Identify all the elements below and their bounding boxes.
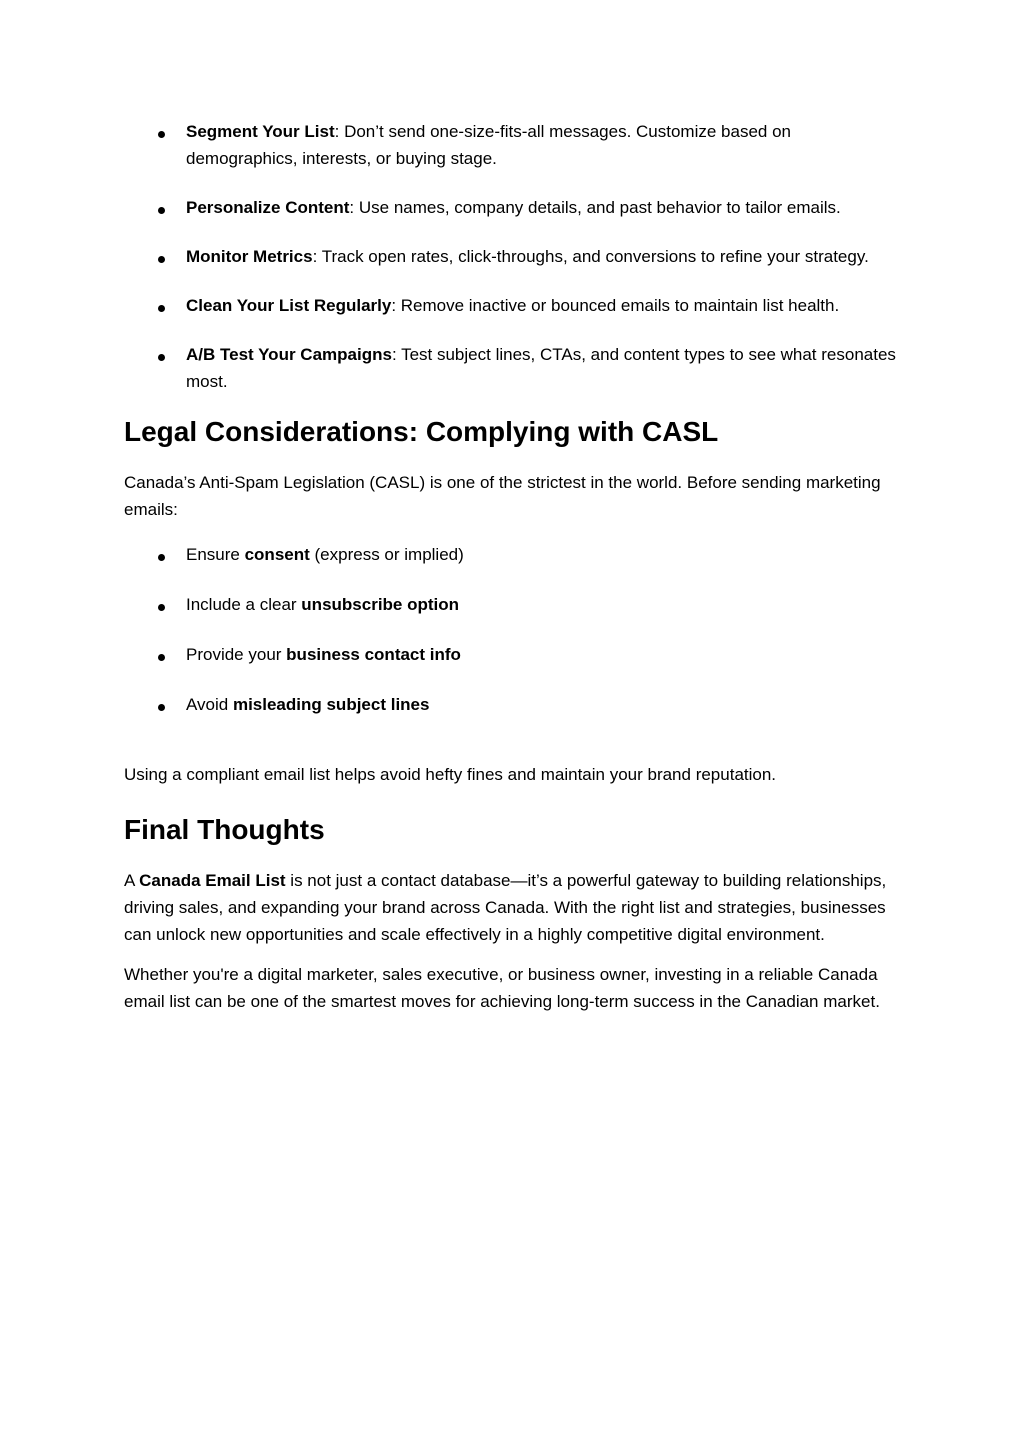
compliance-note-paragraph: Using a compliant email list helps avoid hefty fines and maintain your brand reputation. [124, 765, 777, 784]
final-thoughts-heading: Final Thoughts [124, 814, 325, 845]
list-item [124, 243, 900, 270]
list-item [124, 691, 900, 718]
list-item-text: : Track open rates, click-throughs, and conversions to refine your strategy. [312, 247, 869, 266]
list-item-text: : Remove inactive or bounced emails to maintain list health. [391, 296, 840, 315]
list-item-text: Ensure [186, 545, 245, 564]
list-item-lead: Clean Your List Regularly [186, 296, 392, 315]
list-item-text: Include a clear [186, 595, 302, 614]
list-item-emphasis: consent [244, 545, 310, 564]
list-item-text: Provide your [186, 645, 287, 664]
bullet-icon [158, 704, 165, 711]
list-item-text: : Test subject lines, CTAs, and content types to see what resonates most. [186, 345, 896, 391]
legal-considerations-heading: Legal Considerations: Complying with CASL [124, 416, 719, 447]
list-item [124, 641, 900, 668]
list-item-lead: Personalize Content [186, 198, 350, 217]
paragraph-text: A [124, 871, 140, 890]
bullet-icon [158, 131, 165, 138]
list-item-lead: Monitor Metrics [186, 247, 313, 266]
list-item [124, 118, 900, 172]
bullet-icon [158, 305, 165, 312]
final-paragraph-1 [124, 867, 900, 948]
paragraph-emphasis: Canada Email List [139, 871, 286, 890]
bullet-icon [158, 654, 165, 661]
list-item-emphasis: business contact info [286, 645, 461, 664]
list-item-lead: Segment Your List [186, 122, 335, 141]
final-paragraph-2: Whether you're a digital marketer, sales executive, or business owner, investing in a reliable Canada email list can be one of the smartest moves for achieving long-term success in the Canadian market. [124, 965, 880, 1011]
bullet-icon [158, 256, 165, 263]
bullet-icon [158, 554, 165, 561]
list-item [124, 541, 900, 568]
list-item-emphasis: misleading subject lines [232, 695, 430, 714]
list-item [124, 292, 900, 319]
list-item [124, 341, 900, 395]
list-item-text: : Don’t send one-size-fits-all messages. Customize based on demographics, interests, or buying stage. [186, 122, 792, 168]
list-item-emphasis: unsubscribe option [301, 595, 460, 614]
bullet-icon [158, 354, 165, 361]
list-item-text: (express or implied) [309, 545, 464, 564]
list-item [124, 194, 900, 221]
list-item-lead: A/B Test Your Campaigns [186, 345, 392, 364]
list-item-text: Avoid [186, 695, 233, 714]
casl-intro-paragraph: Canada’s Anti-Spam Legislation (CASL) is one of the strictest in the world. Before sending marketing emails: [124, 473, 881, 519]
email-tips-list [124, 118, 900, 395]
list-item-text: : Use names, company details, and past behavior to tailor emails. [349, 198, 841, 217]
list-item [124, 591, 900, 618]
casl-requirements-list [124, 541, 900, 718]
bullet-icon [158, 604, 165, 611]
paragraph-text: is not just a contact database—it’s a powerful gateway to building relationships, driving sales, and expanding your brand across Canada. With the right list and strategies, businesses can unlock new opportunities and scale effectively in a highly competitive digital environment. [124, 871, 887, 944]
bullet-icon [158, 207, 165, 214]
